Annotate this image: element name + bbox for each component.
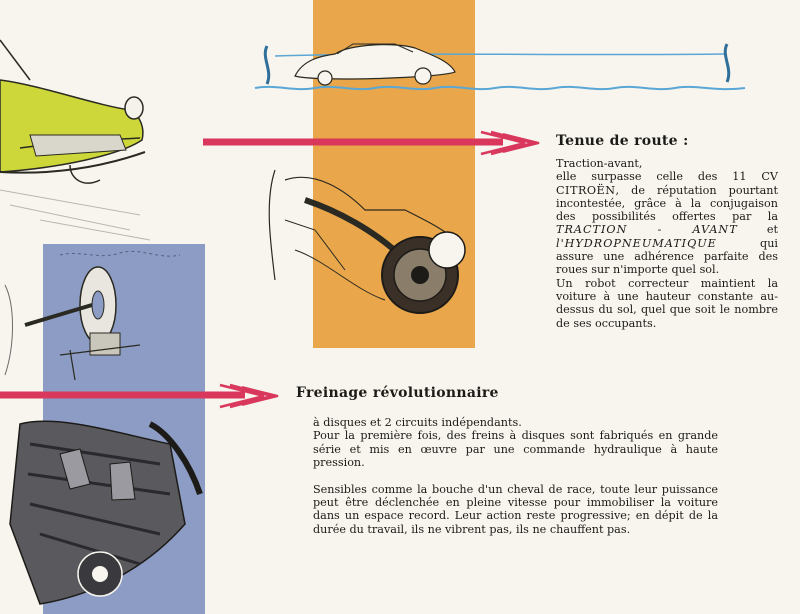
tenue-line-2: elle surpasse celle des 11 CV [556,170,778,184]
tenue-body [556,157,778,330]
engine-illustration [0,404,200,614]
green-car-illustration [0,40,160,270]
tenue-paragraph-1 [556,157,778,277]
brake-disc-illustration [0,245,200,375]
tenue-traction: TRACTION - AVANT [556,223,738,237]
tenue-paragraph-2: Un robot correcteur maintient la voiture à une hauteur constante au-dessus du sol, quel que soit le nombre de ses occupants. [556,276,778,330]
tenue-and: et [737,223,778,237]
suspension-illustration [255,160,485,350]
car-on-water-illustration [255,38,755,108]
tenue-line-3: , de réputation pourtant incontestée, grâce à la conjugaison des possibilités offertes par la [556,183,778,224]
tenue-brand: CITROËN [556,183,616,197]
tenue-line-4: qui assure une adhérence parfaite des roues sur n'importe quel sol. [556,236,778,277]
tenue-title: Tenue de route : [556,133,689,149]
arrow-tenue [203,132,543,156]
arrow-freinage [0,385,290,409]
freinage-paragraph-2: Sensibles comme la bouche d'un cheval de race, toute leur puissance peut être déclenchée en pleine vitesse pour immobiliser la voiture dans un espace record. Leur action reste progressive; en dépit de la durée du travail, ils ne vibrent pas, ils ne chauffent pas. [313,482,718,536]
freinage-title: Freinage révolutionnaire [296,385,499,401]
freinage-paragraph-1: Pour la première fois, des freins à disques sont fabriqués en grande série et mis en œuvre par une commande hydraulique à haute pression. [313,429,718,470]
tenue-line-1: Traction-avant, [556,157,643,170]
freinage-body [313,416,718,536]
tenue-hydro: l'HYDROPNEUMATIQUE [556,236,717,250]
freinage-line-1: à disques et 2 circuits indépendants. [313,416,522,429]
